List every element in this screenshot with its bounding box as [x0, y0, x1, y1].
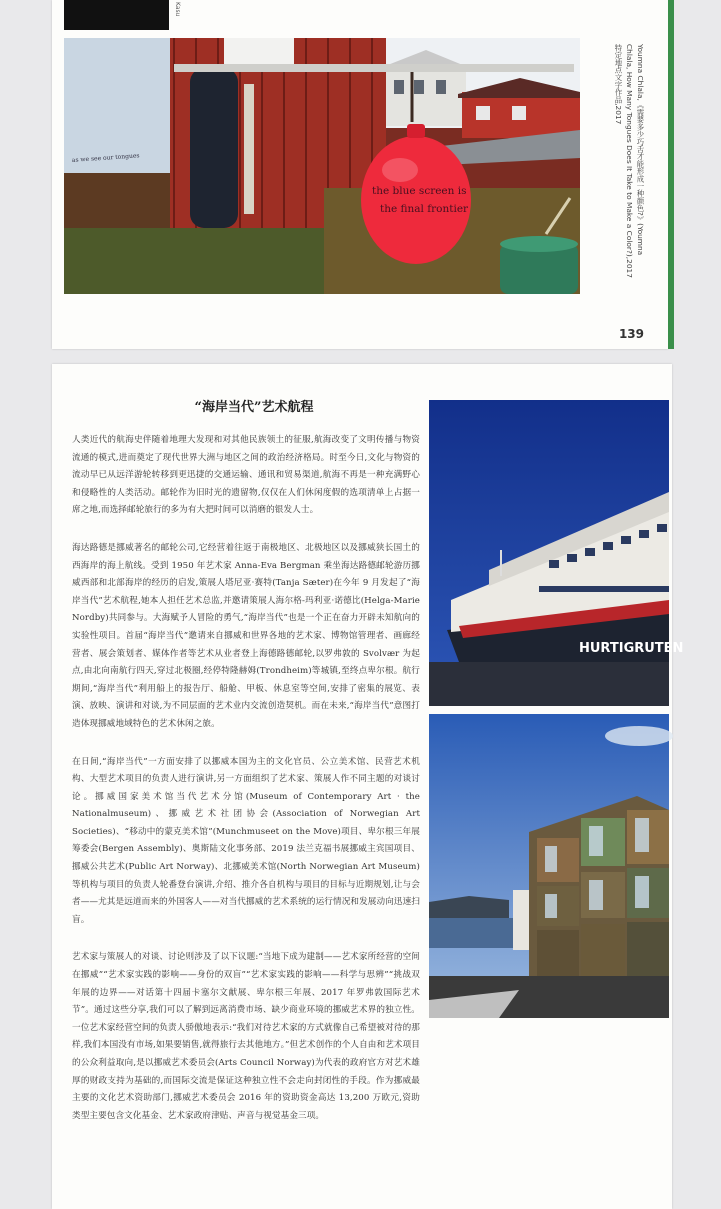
top-page [52, 0, 668, 349]
paragraph-3: 在日间,“海岸当代”一方面安排了以挪威本国为主的文化官员、公立美术馆、民营艺术机构、大型艺术项目的负责人进行演讲,另一方面组织了艺术家、策展人作不同主题的对谈讨论。挪威国家美术馆当代艺术分馆(Museum of Contemporary Art · the Nationalmuseum)、挪威艺术社团协会(Association of Norwegian Art Societies)、“移动中的蒙克美术馆”(Munchmuseet on the Move)项目、卑尔根三年展筹委会(Bergen Assembly)、奥斯陆文化事务部、2019 法兰克福书展挪威主宾国项目、挪威公共艺术(Public Art Norway)、北挪威美术馆(North Norwegian Art Museum)等机构与项目的负责人轮番登台演讲,介绍、推介各自机构与项目的目标与近期规划,让与会者——尤其是远道而来的外国客人——对当代挪威的艺术系统的运行情况和发展动向迅速扫盲。 [72, 756, 420, 925]
page-number: 139 [618, 327, 644, 341]
cruise-ship-scene [429, 400, 684, 706]
buoy-photo-scene [64, 38, 580, 294]
caption-line-1: Youmna Chlala,《需要多少巧舌才能形成一种颜色?》(Youmna [636, 44, 645, 256]
article-page [52, 364, 684, 1209]
article-title: “海岸当代”艺术航程 [194, 400, 314, 415]
paragraph-1: 人类近代的航海史伴随着地理大发现和对其他民族领土的征服,航海改变了文明传播与物资流通的模式,进而奠定了现代世界大洲与地区之间的政治经济格局。时至今日,文化与物资的流动早已从远洋游轮转移到更迅捷的交通运输、通讯和贸易渠道,航海不再是一种充满野心和侵略性的人类活动。邮轮作为旧时光的遗留物,仅仅在人们休闲度假的选项清单上占据一席之地,而选择邮轮旅行的多为有大把时间可以消磨的银发人士。 [72, 435, 420, 516]
wall-text: as we see our tongues [71, 152, 140, 164]
green-page-edge [668, 0, 674, 349]
buoy-text-line1: the blue screen is [372, 185, 467, 197]
paragraph-4: 艺术家与策展人的对谈、讨论则涉及了以下议题:“当地下成为建制——艺术家所经营的空间在挪威”“艺术家实践的影响——身份的双盲”“艺术家实践的影响——科学与思辨”“挑战双年展的边界——对话第十四届卡塞尔文献展、卑尔根三年展、2017 年罗弗敦国际艺术节”。通过这些分享,我们可以了解到远离消费市场、缺少商业环境的挪威艺术界的独立性。一位艺术家经营空间的负责人骄傲地表示:“我们对待艺术家的方式就像自己希望被对待的那样,我们本国没有市场,如果要销售,就得旅行去其他地方。”但艺术创作的个人自由和艺术项目的公众利益取向,是以挪威艺术委员会(Arts Council Norway)为代表的政府官方对艺术雄厚的财政支持为基础的,而国际交流是保证这种独立性不会走向封闭性的手段。作为挪威最主要的文化艺术资助部门,挪威艺术委员会 2016 年的资助资金高达 13,200 万欧元,资助类型主要包含文化基金、艺术家政府津贴、声音与视觉基金三项。 [72, 952, 420, 1121]
cruise-ship-photo [429, 400, 684, 706]
caption-line-3: 特定地点文字作品,2017 [614, 44, 623, 125]
cropped-text: Kasu [174, 2, 181, 17]
buoy-text-line2: the final frontier [380, 203, 469, 215]
caption-line-2: Chlala, How Many Tongues Does It Take to Make a Color?),2017 [625, 44, 634, 278]
photo-caption [586, 44, 646, 304]
hurtigruten-text: HURTIGRUTEN [579, 641, 684, 656]
article-body [72, 432, 420, 1145]
container-building-scene [429, 714, 669, 1018]
paragraph-2: 海达路德是挪威著名的邮轮公司,它经营着往返于南极地区、北极地区以及挪威狭长国土的西海岸的海上航线。受到 1950 年艺术家 Anna-Eva Bergman 乘坐海达路德邮轮游历挪威西部和北部海岸的经历的启发,策展人塔尼亚·赛特(Tanja Sæter)在今年 9 月发起了“海岸当代”艺术航程,她本人担任艺术总监,并邀请策展人海尔格-玛利亚·诺德比(Helga-Marie Nordby)共同参与。大海赋予人冒险的勇气,“海岸当代”也是一个正在奋力开辟未知航向的实验性项目。首届“海岸当代”邀请来自挪威和世界各地的艺术家、博物馆管理者、画廊经营者、展会策划者、媒体作者等艺术从业者登上海德路德邮轮,以罗弗敦的 Svolvær 为起点,由北向南航行四天,穿过北极圈,经停特隆赫姆(Trondheim)等城镇,至终点卑尔根。航行期间,“海岸当代”利用船上的报告厅、船舱、甲板、休息室等空间,安排了密集的展览、表演、放映、演讲和对谈,为不同层面的艺术业内交流创造契机。而在未来,“海岸当代”意图打造体现挪威地域特色的艺术休闲之旅。 [72, 542, 420, 729]
buoy-photo [64, 38, 580, 294]
container-building-photo [429, 714, 669, 1018]
black-image-corner [64, 0, 169, 30]
